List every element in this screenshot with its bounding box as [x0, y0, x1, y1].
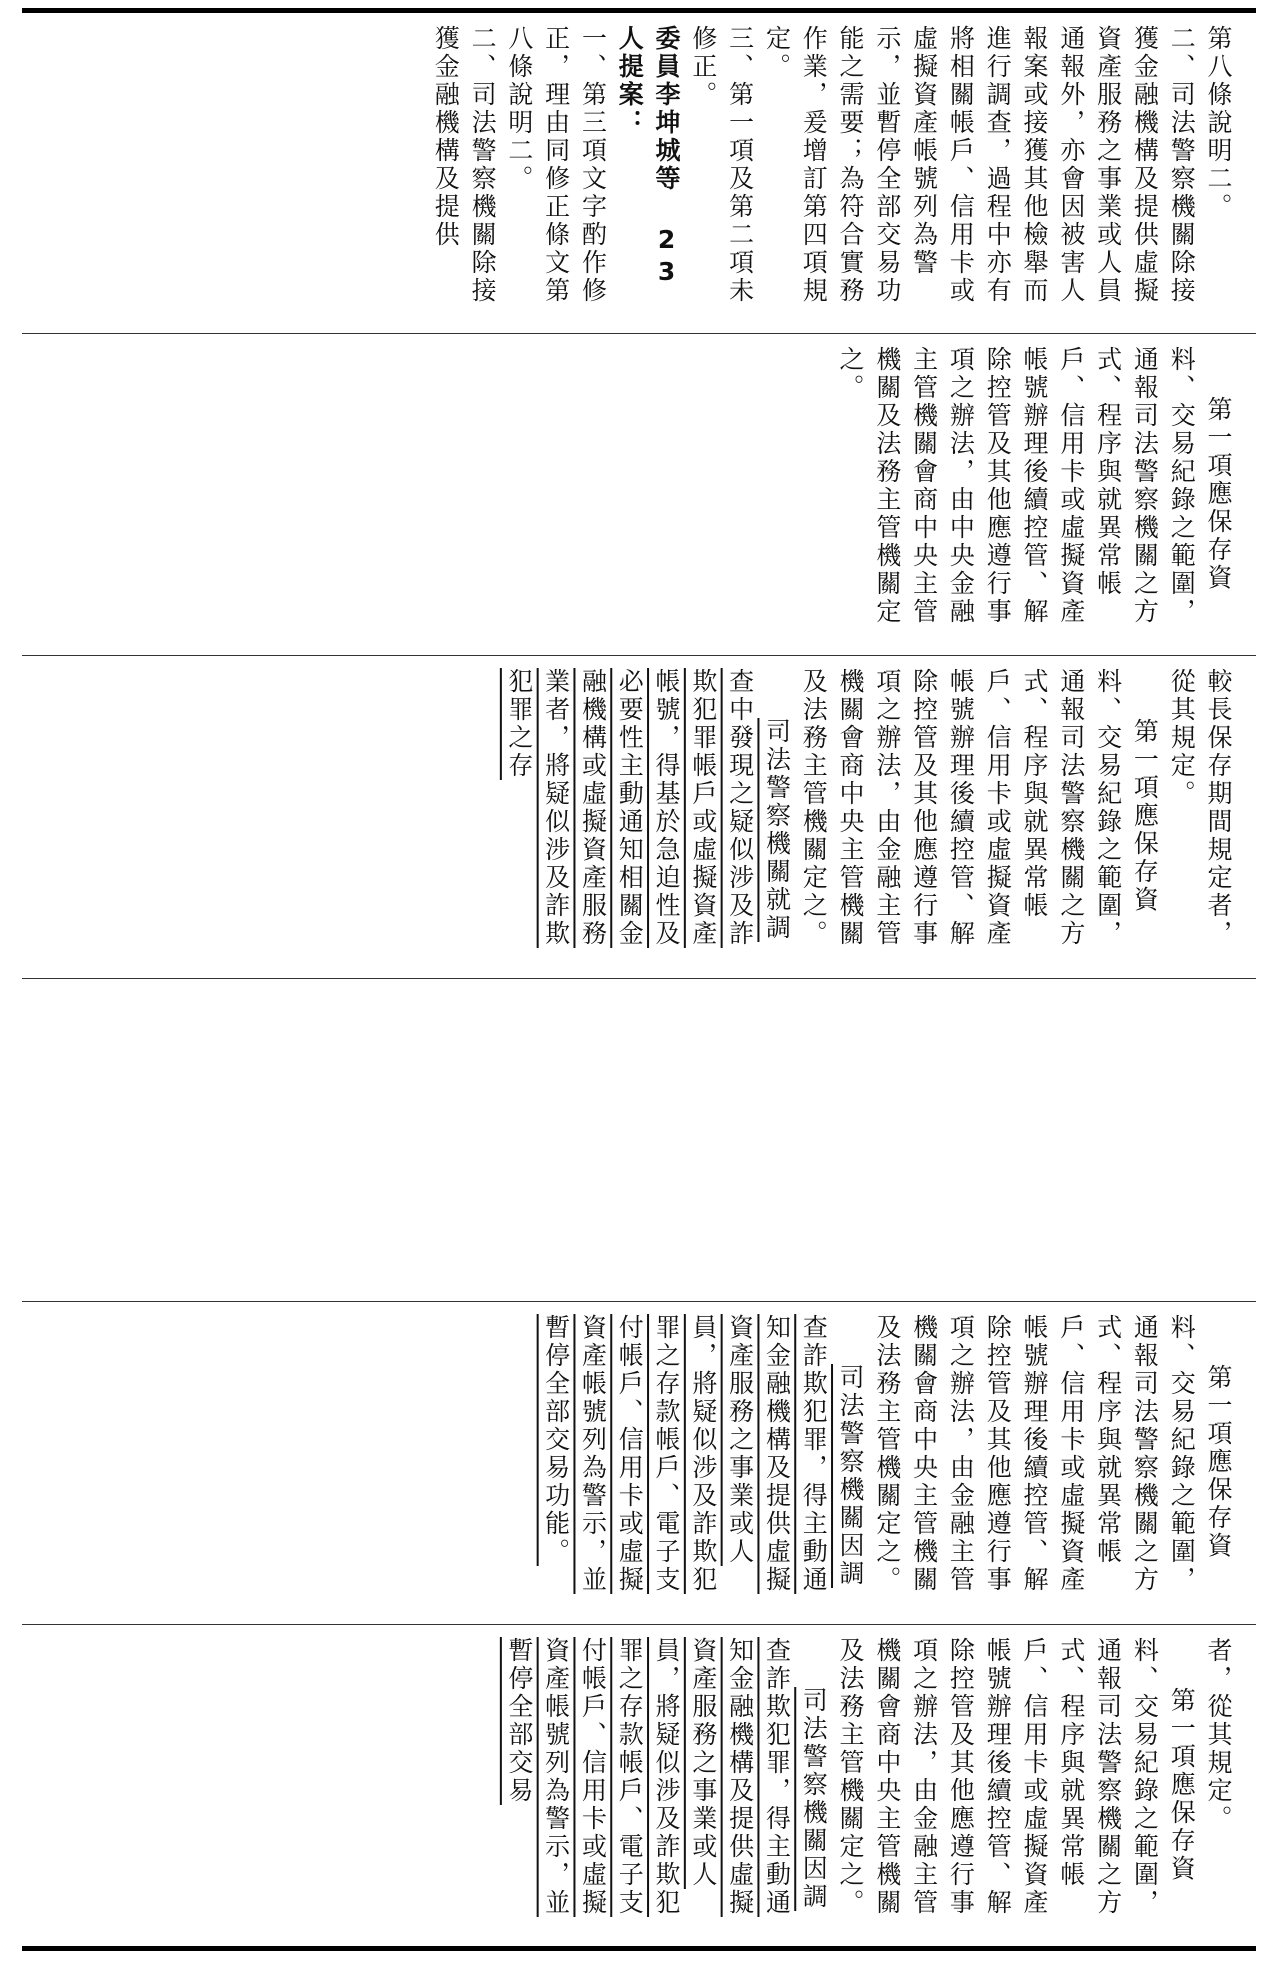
- paragraph: 第一項應保存資料、交易紀錄之範圍，通報司法警察機關之方式、程序與就異常帳戶、信用卡或虛擬資產帳號辦理後續控管、解除控管及其他應遵行事項之辦法，由金融主管機關會商中央主管機關及法務主管機關定之。: [799, 668, 1160, 948]
- paragraph: 委員李坤城等 23 人提案：: [615, 25, 682, 289]
- row-text: [42, 346, 1236, 645]
- bottom-border: [22, 1946, 1256, 1951]
- paragraph: 司法警察機關就調查中發現之疑似涉及詐欺犯罪帳戶或虛擬資產帳號，得基於急迫性及必要性主動通知相關金融機構或虛擬資產服務業者，將疑似涉及詐欺犯罪之存: [504, 668, 792, 948]
- paragraph: 第一項應保存資料、交易紀錄之範圍，通報司法警察機關之方式、程序與就異常帳戶、信用卡或虛擬資產帳號辦理後續控管、解除控管及其他應遵行事項之辦法，由中央金融主管機關會商中央主管機關及法務主管機關定之。: [836, 346, 1233, 626]
- proposal-row: [22, 1625, 1256, 1945]
- paragraph: 者，從其規定。: [1204, 1637, 1233, 1833]
- current-law-row: [22, 334, 1256, 655]
- paragraph: 較長保存期間規定者，從其規定。: [1167, 668, 1233, 948]
- proposal-row: [22, 1302, 1256, 1624]
- row-text: [42, 25, 1236, 323]
- paragraph: 司法警察機關因調查詐欺犯罪，得主動通知金融機構及提供虛擬資產服務之事業或人員，將疑似涉及詐欺犯罪之存款帳戶、電子支付帳戶、信用卡或虛擬資產帳號列為警示，並暫停全部交易: [504, 1637, 829, 1917]
- row-text: [42, 1637, 1236, 1935]
- row-text: [42, 1314, 1236, 1614]
- paragraph: 二、司法警察機關除接獲金融機構及提供虛擬資產服務之事業或人員通報外，亦會因被害人報案或接獲其他檢舉而進行調查，過程中亦有將相關帳戶、信用卡或虛擬資產帳號列為警示，並暫停全部交易功能之需要；為符合實務作業，爰增訂第四項規定。: [762, 25, 1197, 305]
- row-text: [42, 991, 1236, 1291]
- explanation-column-row: [22, 13, 1256, 333]
- row-text: [42, 668, 1236, 968]
- paragraph: 第八條說明二。: [1204, 25, 1233, 221]
- proposal-row: [22, 656, 1256, 978]
- paragraph: 二、司法警察機關除接獲金融機構及提供: [431, 25, 498, 305]
- paragraph: 三、第一項及第二項未修正。: [688, 25, 755, 305]
- paragraph: 一、第三項文字酌作修正，理由同修正條文第八條說明二。: [504, 25, 608, 305]
- paragraph: 司法警察機關因調查詐欺犯罪，得主動通知金融機構及提供虛擬資產服務之事業或人員，將疑似涉及詐欺犯罪之存款帳戶、電子支付帳戶、信用卡或虛擬資產帳號列為警示，並暫停全部交易功能。: [541, 1314, 866, 1594]
- empty-row: [22, 979, 1256, 1301]
- paragraph: 第一項應保存資料、交易紀錄之範圍，通報司法警察機關之方式、程序與就異常帳戶、信用卡或虛擬資產帳號辦理後續控管、解除控管及其他應遵行事項之辦法，由金融主管機關會商中央主管機關及法務主管機關定之。: [872, 1314, 1233, 1594]
- paragraph: 第一項應保存資料、交易紀錄之範圍，通報司法警察機關之方式、程序與就異常帳戶、信用卡或虛擬資產帳號辦理後續控管、解除控管及其他應遵行事項之辦法，由金融主管機關會商中央主管機關及法務主管機關定之。: [836, 1637, 1197, 1917]
